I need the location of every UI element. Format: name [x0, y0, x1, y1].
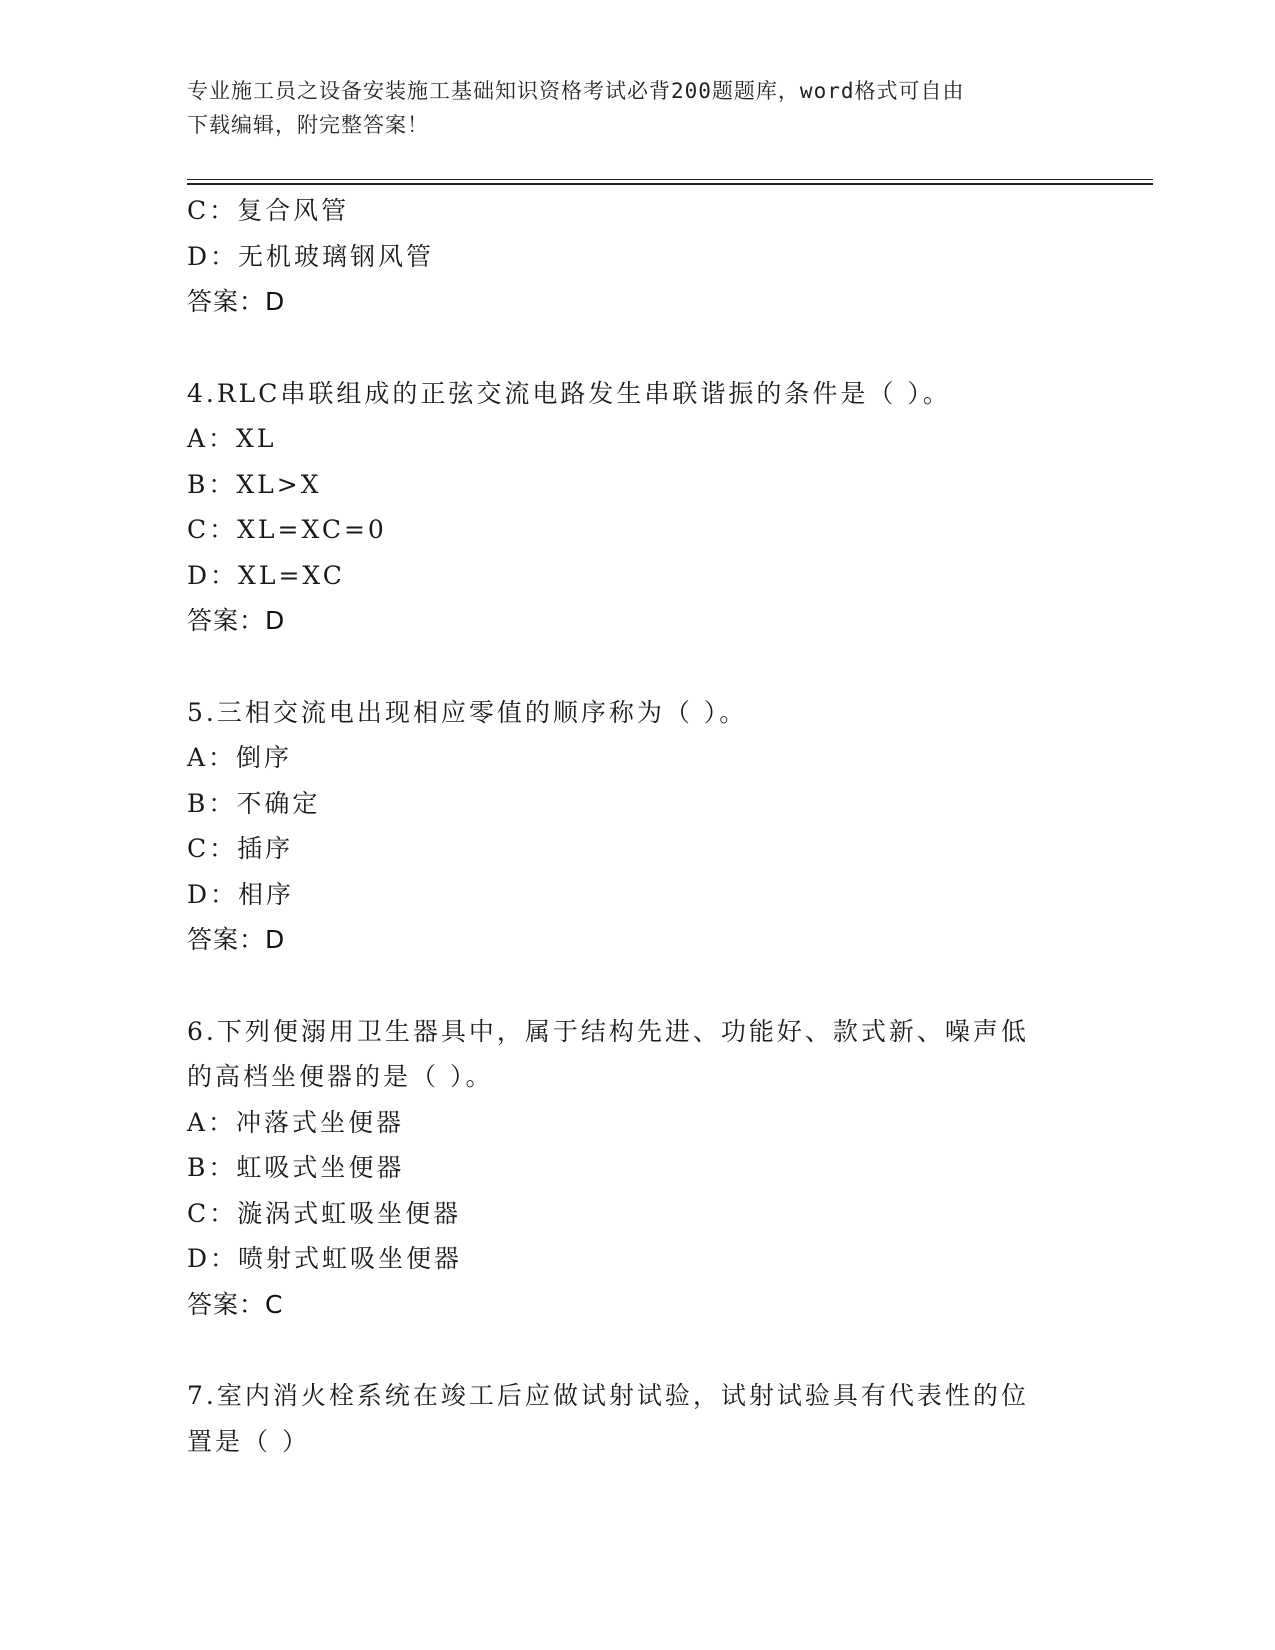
option-a: A：冲落式坐便器: [187, 1107, 405, 1137]
question-text-line-2: 的高档坐便器的是（ ）。: [187, 1062, 494, 1091]
question-text: 5.三相交流电出现相应零值的顺序称为（ ）。: [187, 697, 748, 727]
question-text: 4.RLC串联组成的正弦交流电路发生串联谐振的条件是（ ）。: [187, 378, 951, 408]
option-a: A：XL: [187, 424, 277, 453]
answer: 答案：D: [187, 287, 286, 316]
question-list: [187, 188, 1067, 1464]
question-7: [187, 1373, 1067, 1464]
answer: 答案：C: [187, 1289, 284, 1319]
option-c: C：复合风管: [187, 196, 350, 225]
option-b: B：XL>X: [187, 469, 322, 499]
question-5: [187, 690, 1067, 963]
option-b: B：虹吸式坐便器: [187, 1153, 405, 1182]
option-d: D：相序: [187, 879, 295, 909]
option-d: D：XL=XC: [187, 560, 345, 590]
question-text-line-1: 7.室内消火栓系统在竣工后应做试射试验，试射试验具有代表性的位: [187, 1381, 1029, 1410]
question-continuation: [187, 188, 1067, 325]
header-line-2: 下载编辑，附完整答案！: [187, 113, 429, 137]
option-d: D：喷射式虹吸坐便器: [187, 1244, 463, 1273]
answer: 答案：D: [187, 606, 286, 635]
question-6: [187, 1009, 1067, 1328]
option-b: B：不确定: [187, 788, 321, 818]
option-c: C：插序: [187, 834, 294, 863]
option-c: C：XL=XC=0: [187, 515, 387, 544]
answer: 答案：D: [187, 925, 286, 954]
header-divider-thin: [187, 179, 1153, 180]
document-header: [187, 74, 1067, 142]
question-text-line-2: 置是（ ）: [187, 1426, 310, 1456]
question-4: [187, 371, 1067, 644]
option-c: C：漩涡式虹吸坐便器: [187, 1198, 462, 1228]
question-text-line-1: 6.下列便溺用卫生器具中，属于结构先进、功能好、款式新、噪声低: [187, 1016, 1029, 1046]
option-a: A：倒序: [187, 743, 293, 772]
header-divider-thick: [187, 183, 1153, 185]
header-line-1: 专业施工员之设备安装施工基础知识资格考试必背200题题库，word格式可自由: [187, 79, 965, 103]
option-d: D：无机玻璃钢风管: [187, 241, 435, 271]
